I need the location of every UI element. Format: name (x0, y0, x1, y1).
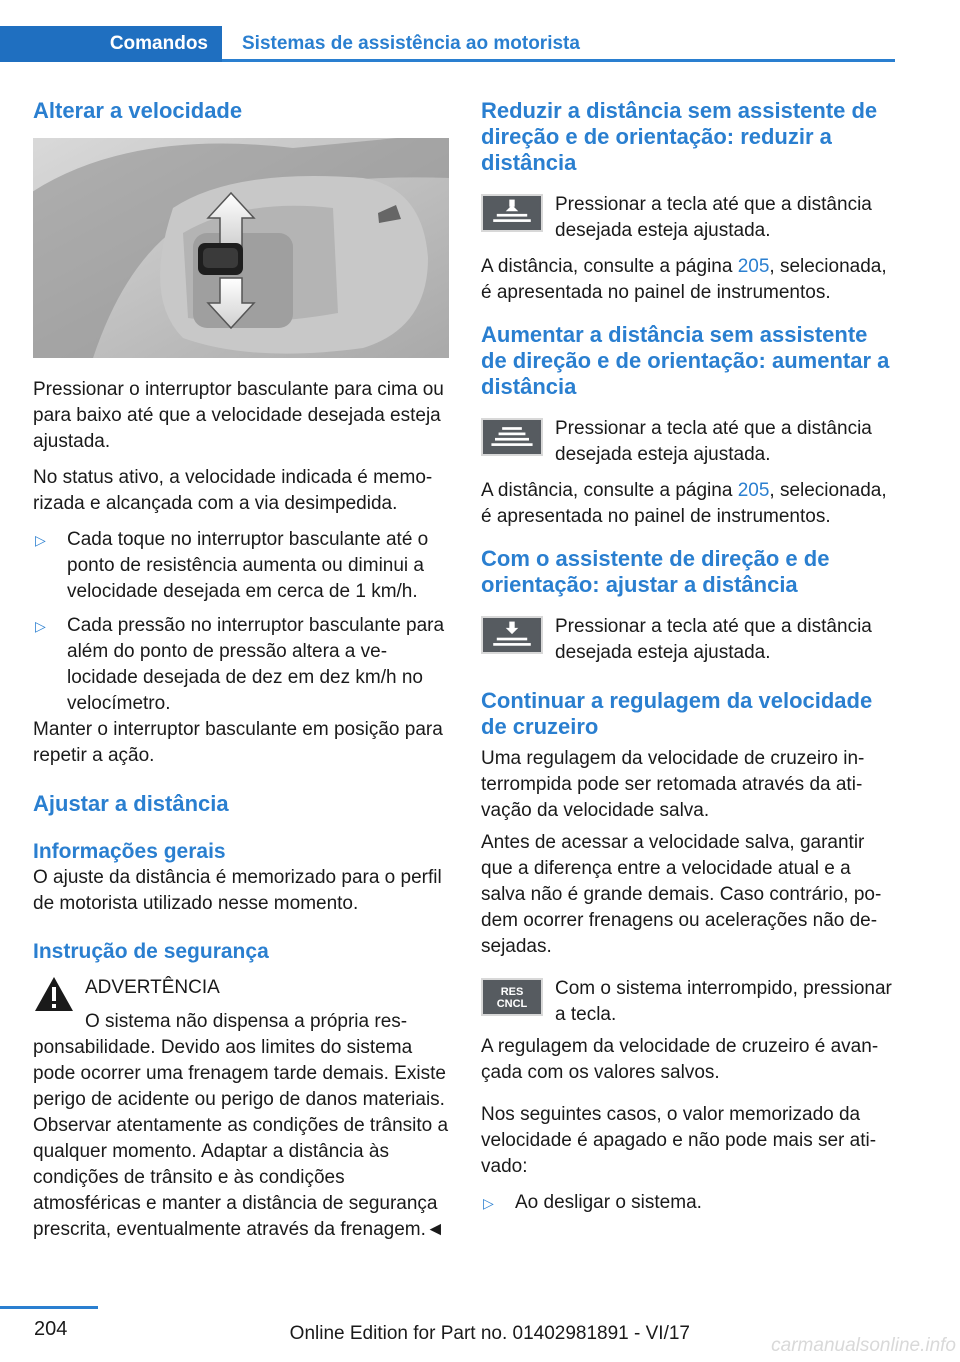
chapter-tab[interactable]: Comandos (0, 26, 222, 62)
page-header (0, 26, 895, 62)
cruise-bullet-list (481, 1190, 897, 1216)
bullet-triangle-icon: ▷ (35, 618, 46, 634)
paragraph-distance-memorized: O ajuste da distância é memorizado para o perfil de motorista utilizado nesse momento. (33, 867, 442, 914)
left-column (33, 98, 449, 1243)
watermark: carmanualsonline.info (771, 1335, 956, 1356)
reduce-distance-instruction: Pressionar a tecla até que a distância desejada esteja ajustada. (555, 194, 872, 241)
paragraph-continue-4: Nos seguintes casos, o valor memorizado da velocidade é apagado e não pode mais ser ativado: (481, 1104, 877, 1177)
increase-distance-instruction: Pressionar a tecla até que a distância desejada esteja ajustada. (555, 418, 872, 465)
heading-reduce-distance: Reduzir a distância sem assistente de direção e de orientação: reduzir a distância (481, 98, 878, 175)
paragraph-continue-2: Antes de acessar a velocidade salva, garantir que a diferença entre a velocidade atual e a salva não é grande demais. Caso contrário, podem ocorrer frenagens ou acelerações não desejadas. (481, 832, 882, 957)
bullet-triangle-icon: ▷ (483, 1195, 494, 1211)
res-cncl-row (481, 976, 897, 1028)
paragraph-continue-1: Uma regulagem da velocidade de cruzeiro interrompida pode ser retomada através da ativação da velocidade salva. (481, 748, 865, 821)
heading-general-info: Informações gerais (33, 840, 226, 863)
warning-text: O sistema não dispensa a própria responsabilidade. Devido aos limites do sistema pode ocorrer uma frenagem tarde demais. Existe perigo de acidente ou perigo de danos materiais. Observar atentamente as condições de trânsito a qualquer momento. Adaptar a distância às condições de trânsito e às condições atmosféricas e manter a distância de segurança prescrita, eventualmente através da frenagem.◄ (33, 1011, 449, 1240)
list-item: ▷ Cada toque no interruptor basculante até o ponto de resistência aumenta ou diminui a velocidade desejada em cerca de 1 km/h. (35, 529, 429, 602)
heading-safety-instruction: Instrução de segurança (33, 940, 269, 963)
heading-increase-distance: Aumentar a distância sem assistente de direção e de orientação: aumentar a distância (481, 322, 890, 399)
res-cncl-button-icon: RES CNCL (481, 978, 543, 1016)
assistant-distance-row (481, 614, 897, 666)
header-rule (222, 59, 895, 62)
heading-adjust-distance: Ajustar a distância (33, 791, 229, 816)
paragraph-press-rocker: Pressionar o interruptor basculante para cima ou para baixo até que a velocidade desejada esteja ajustada. (33, 379, 444, 452)
steering-wheel-rocker-switch-photo (33, 138, 449, 358)
list-item: ▷ Ao desligar o sistema. (481, 1190, 897, 1216)
assistant-distance-instruction: Pressionar a tecla até que a distância desejada esteja ajustada. (555, 616, 872, 663)
paragraph-distance-reference-2: A distância, consulte a página 205, selecionada, é apresentada no painel de instrumentos. (481, 480, 887, 527)
paragraph-active-status: No status ativo, a velocidade indicada é memorizada e alcançada com a via desimpedida. (33, 467, 433, 514)
warning-title: ADVERTÊNCIA (85, 977, 220, 998)
bullet-triangle-icon: ▷ (35, 532, 46, 548)
paragraph-distance-reference-1: A distância, consulte a página 205, selecionada, é apresentada no painel de instrumentos. (481, 256, 887, 303)
page-link-205[interactable]: 205 (737, 256, 770, 277)
list-item: ▷ Cada pressão no interruptor basculante para além do ponto de pressão altera a velocidade desejada de dez em dez km/h no velocímetro. (35, 615, 445, 714)
warning-triangle-icon (33, 975, 75, 1013)
paragraph-hold-rocker: Manter o interruptor basculante em posição para repetir a ação. (33, 719, 443, 766)
warning-block (33, 973, 449, 1013)
edition-note: Online Edition for Part no. 01402981891 - VI/17 (289, 1323, 690, 1344)
heading-change-speed: Alterar a velocidade (33, 98, 243, 123)
paragraph-continue-3: A regulagem da velocidade de cruzeiro é avançada com os valores salvos. (481, 1036, 879, 1083)
page-link-205[interactable]: 205 (737, 480, 770, 501)
footer-rule (0, 1306, 98, 1309)
res-instruction: Com o sistema interrompido, pressionar a tecla. (555, 978, 892, 1025)
page-number: 204 (34, 1318, 68, 1340)
speed-bullet-list (33, 527, 449, 717)
reduce-distance-button-icon (481, 194, 543, 232)
assistant-distance-button-icon (481, 616, 543, 654)
reduce-distance-row (481, 192, 897, 244)
section-title[interactable]: Sistemas de assistência ao motorista (242, 33, 580, 54)
increase-distance-button-icon (481, 418, 543, 456)
heading-with-assistant-distance: Com o assistente de direção e de orientação: ajustar a distância (481, 546, 830, 597)
right-column (481, 98, 897, 1216)
increase-distance-row (481, 416, 897, 468)
heading-continue-cruise: Continuar a regulagem da velocidade de cruzeiro (481, 688, 873, 739)
